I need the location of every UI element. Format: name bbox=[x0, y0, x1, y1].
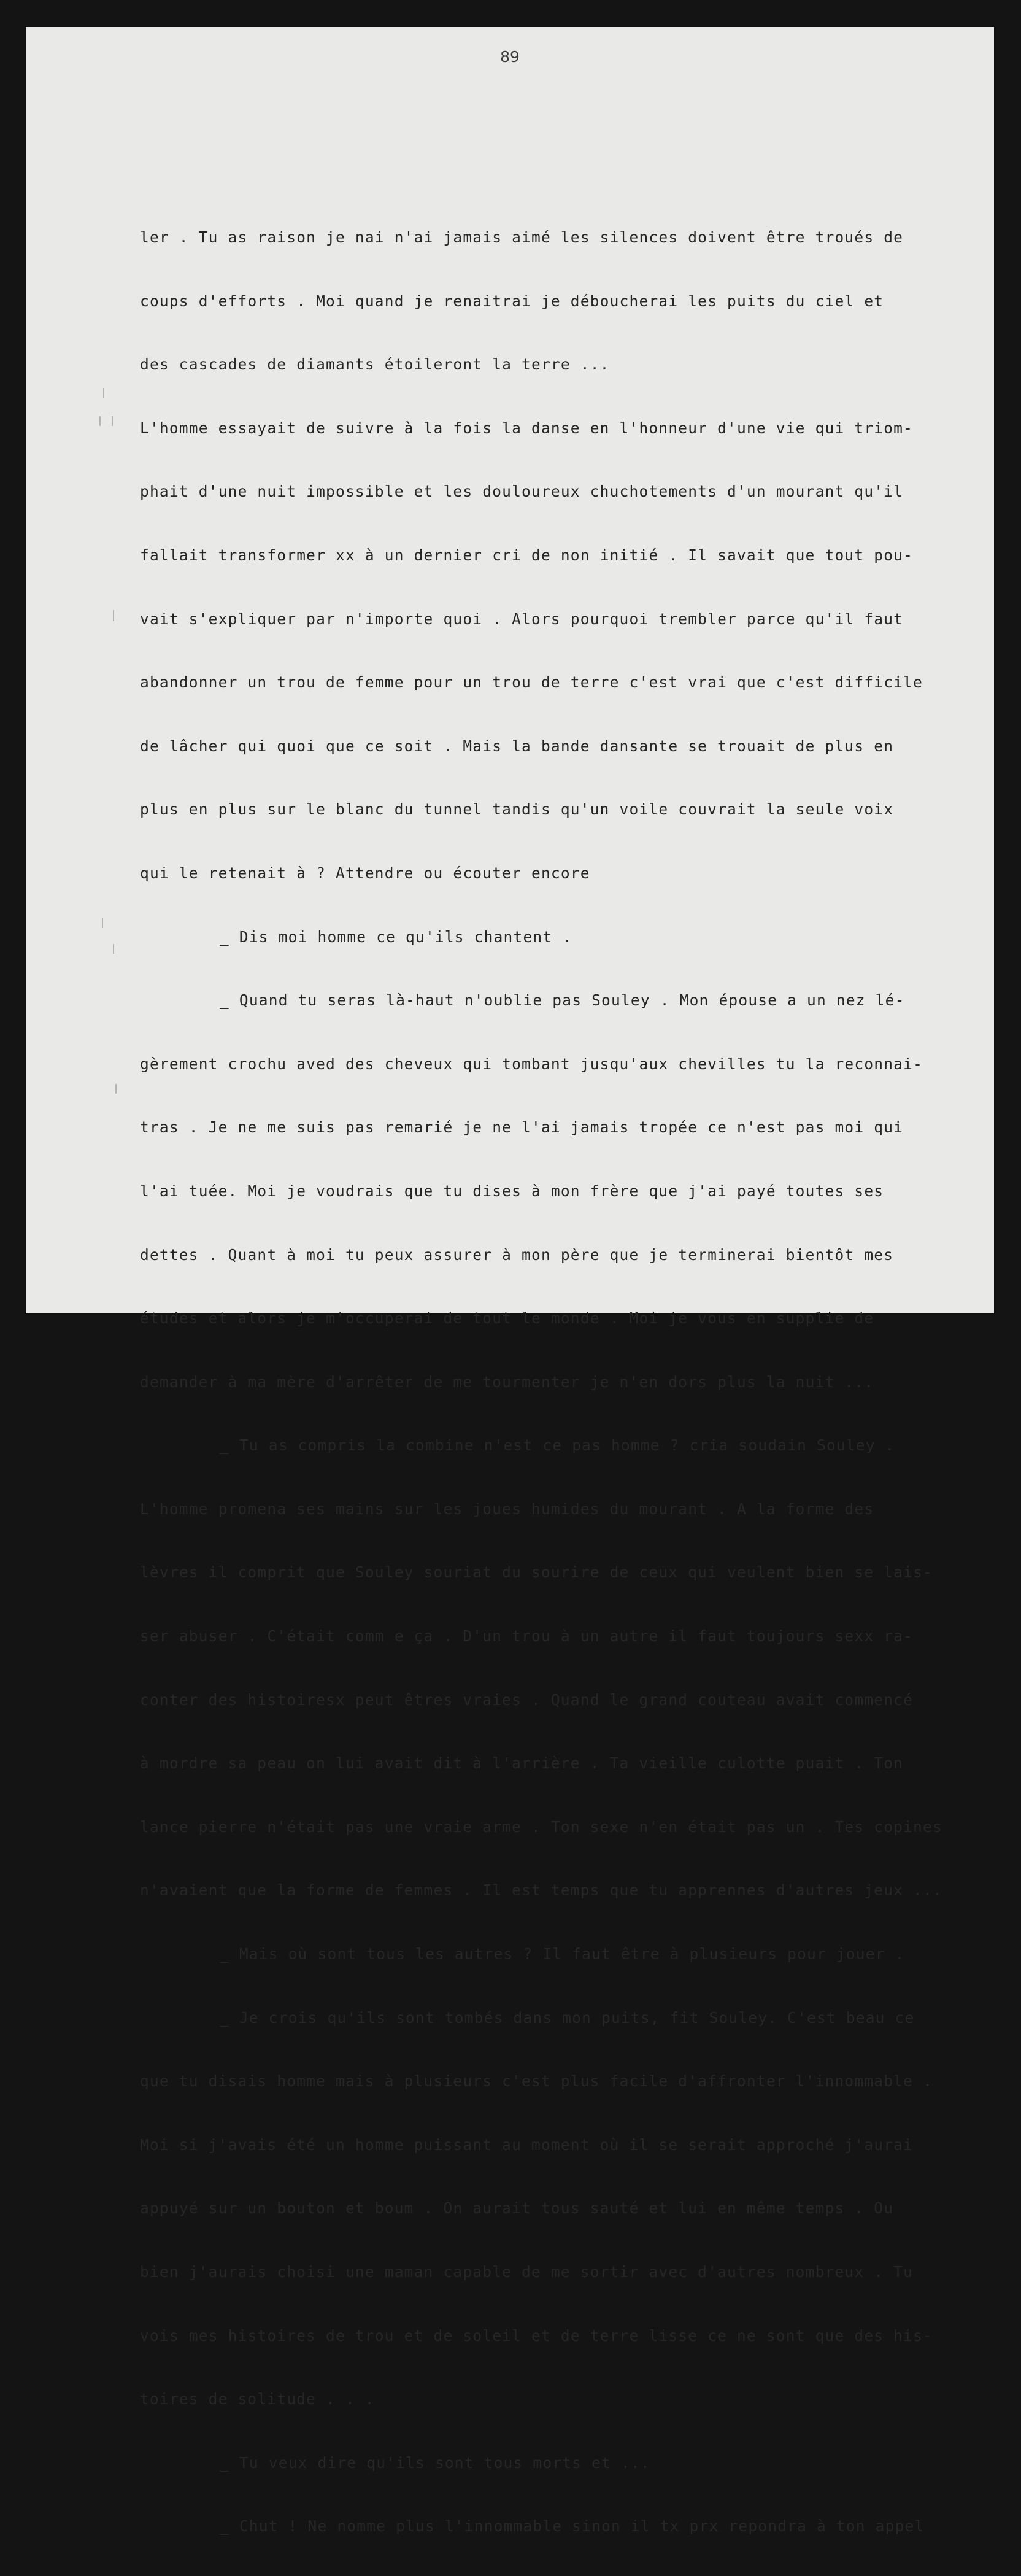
text-line: plus en plus sur le blanc du tunnel tandis qu'un voile couvrait la seule voix bbox=[140, 800, 894, 819]
text-line: Moi si j'avais été un homme puissant au moment où il se serait approché j'aurai bbox=[140, 2135, 914, 2154]
text-line: gèrement crochu aved des cheveux qui tombant jusqu'aux chevilles tu la reconnai- bbox=[140, 1054, 923, 1073]
text-line: conter des histoiresx peut êtres vraies . Quand le grand couteau avait commencé bbox=[140, 1690, 914, 1709]
text-line: fallait transformer xx à un dernier cri de non initié . Il savait que tout pou- bbox=[140, 546, 914, 564]
text-line: appuyé sur un bouton et boum . On aurait tous sauté et lui en même temps . Ou bbox=[140, 2199, 894, 2218]
text-line: lance pierre n'était pas une vraie arme . Ton sexe n'en était pas un . Tes copines bbox=[140, 1817, 942, 1836]
dialogue-line: _ Je crois qu'ils sont tombés dans mon puits, fit Souley. C'est beau ce bbox=[220, 2008, 915, 2027]
text-line: l'ai tuée. Moi je voudrais que tu dises à mon frère que j'ai payé toutes ses bbox=[140, 1182, 884, 1200]
text-line: phait d'une nuit impossible et les douloureux chuchotements d'un mourant qu'il bbox=[140, 482, 904, 501]
text-line: lèvres il comprit que Souley souriat du sourire de ceux qui veulent bien se lais- bbox=[140, 1563, 933, 1582]
text-line: vait s'expliquer par n'importe quoi . Alors pourquoi trembler parce qu'il faut bbox=[140, 609, 904, 628]
text-line: dettes . Quant à moi tu peux assurer à mon père que je terminerai bientôt mes bbox=[140, 1245, 894, 1264]
margin-mark bbox=[99, 416, 101, 426]
text-line: coups d'efforts . Moi quand je renaitrai je déboucherai les puits du ciel et bbox=[140, 292, 884, 310]
dialogue-line: _ Chut ! Ne nomme plus l'innommable sinon il tx prx repondra à ton appel bbox=[220, 2517, 925, 2535]
dialogue-line: _ Mais où sont tous les autres ? Il faut être à plusieurs pour jouer . bbox=[220, 1945, 905, 1963]
margin-mark bbox=[113, 610, 114, 621]
text-line: tras . Je ne me suis pas remarié je ne l'ai jamais tropée ce n'est pas moi qui bbox=[140, 1118, 904, 1137]
text-line: L'homme promena ses mains sur les joues humides du mourant . A la forme des bbox=[140, 1499, 874, 1518]
text-line: vois mes histoires de trou et de soleil et de terre lisse ce ne sont que des his- bbox=[140, 2326, 933, 2345]
text-line: études et alors je m'occuperai de tout le monde . Moi je vous en supplie de bbox=[140, 1309, 874, 1328]
text-line: que tu disais homme mais à plusieurs c'est plus facile d'affronter l'innommable . bbox=[140, 2072, 933, 2091]
dialogue-line: _ Tu veux dire qu'ils sont tous morts et ... bbox=[220, 2453, 650, 2472]
text-line: ser abuser . C'était comm e ça . D'un trou à un autre il faut toujours sexx ra- bbox=[140, 1627, 914, 1646]
text-line: qui le retenait à ? Attendre ou écouter encore bbox=[140, 864, 590, 882]
text-line: à mordre sa peau on lui avait dit à l'arrière . Ta vieille culotte puait . Ton bbox=[140, 1754, 904, 1773]
body-text bbox=[140, 188, 987, 2576]
text-line: ler . Tu as raison je nai n'ai jamais aimé les silences doivent être troués de bbox=[140, 228, 904, 246]
margin-mark bbox=[112, 416, 113, 426]
text-line: n'avaient que la forme de femmes . Il est temps que tu apprennes d'autres jeux ... bbox=[140, 1881, 942, 1900]
dialogue-line: _ Dis moi homme ce qu'ils chantent . bbox=[220, 927, 572, 946]
margin-mark bbox=[115, 1084, 117, 1094]
dialogue-line: _ Tu as compris la combine n'est ce pas homme ? cria soudain Souley . bbox=[220, 1436, 895, 1455]
dialogue-line: _ Quand tu seras là-haut n'oublie pas Souley . Mon épouse a un nez lé- bbox=[220, 991, 905, 1010]
margin-mark bbox=[113, 944, 114, 954]
margin-mark bbox=[103, 388, 104, 398]
text-line: des cascades de diamants étoileront la terre ... bbox=[140, 355, 610, 374]
text-line: de lâcher qui quoi que ce soit . Mais la bande dansante se trouait de plus en bbox=[140, 737, 894, 755]
typewritten-page bbox=[26, 27, 994, 2535]
text-line: demander à ma mère d'arrêter de me tourmenter je n'en dors plus la nuit ... bbox=[140, 1372, 874, 1391]
text-line: toires de solitude . . . bbox=[140, 2390, 375, 2408]
text-line: bien j'aurais choisi une maman capable de me sortir avec d'autres nombreux . Tu bbox=[140, 2263, 914, 2281]
margin-mark bbox=[102, 918, 103, 928]
page-number: 89 bbox=[500, 48, 520, 66]
text-line: abandonner un trou de femme pour un trou de terre c'est vrai que c'est difficile bbox=[140, 673, 923, 692]
text-line: L'homme essayait de suivre à la fois la danse en l'honneur d'une vie qui triom- bbox=[140, 419, 914, 437]
